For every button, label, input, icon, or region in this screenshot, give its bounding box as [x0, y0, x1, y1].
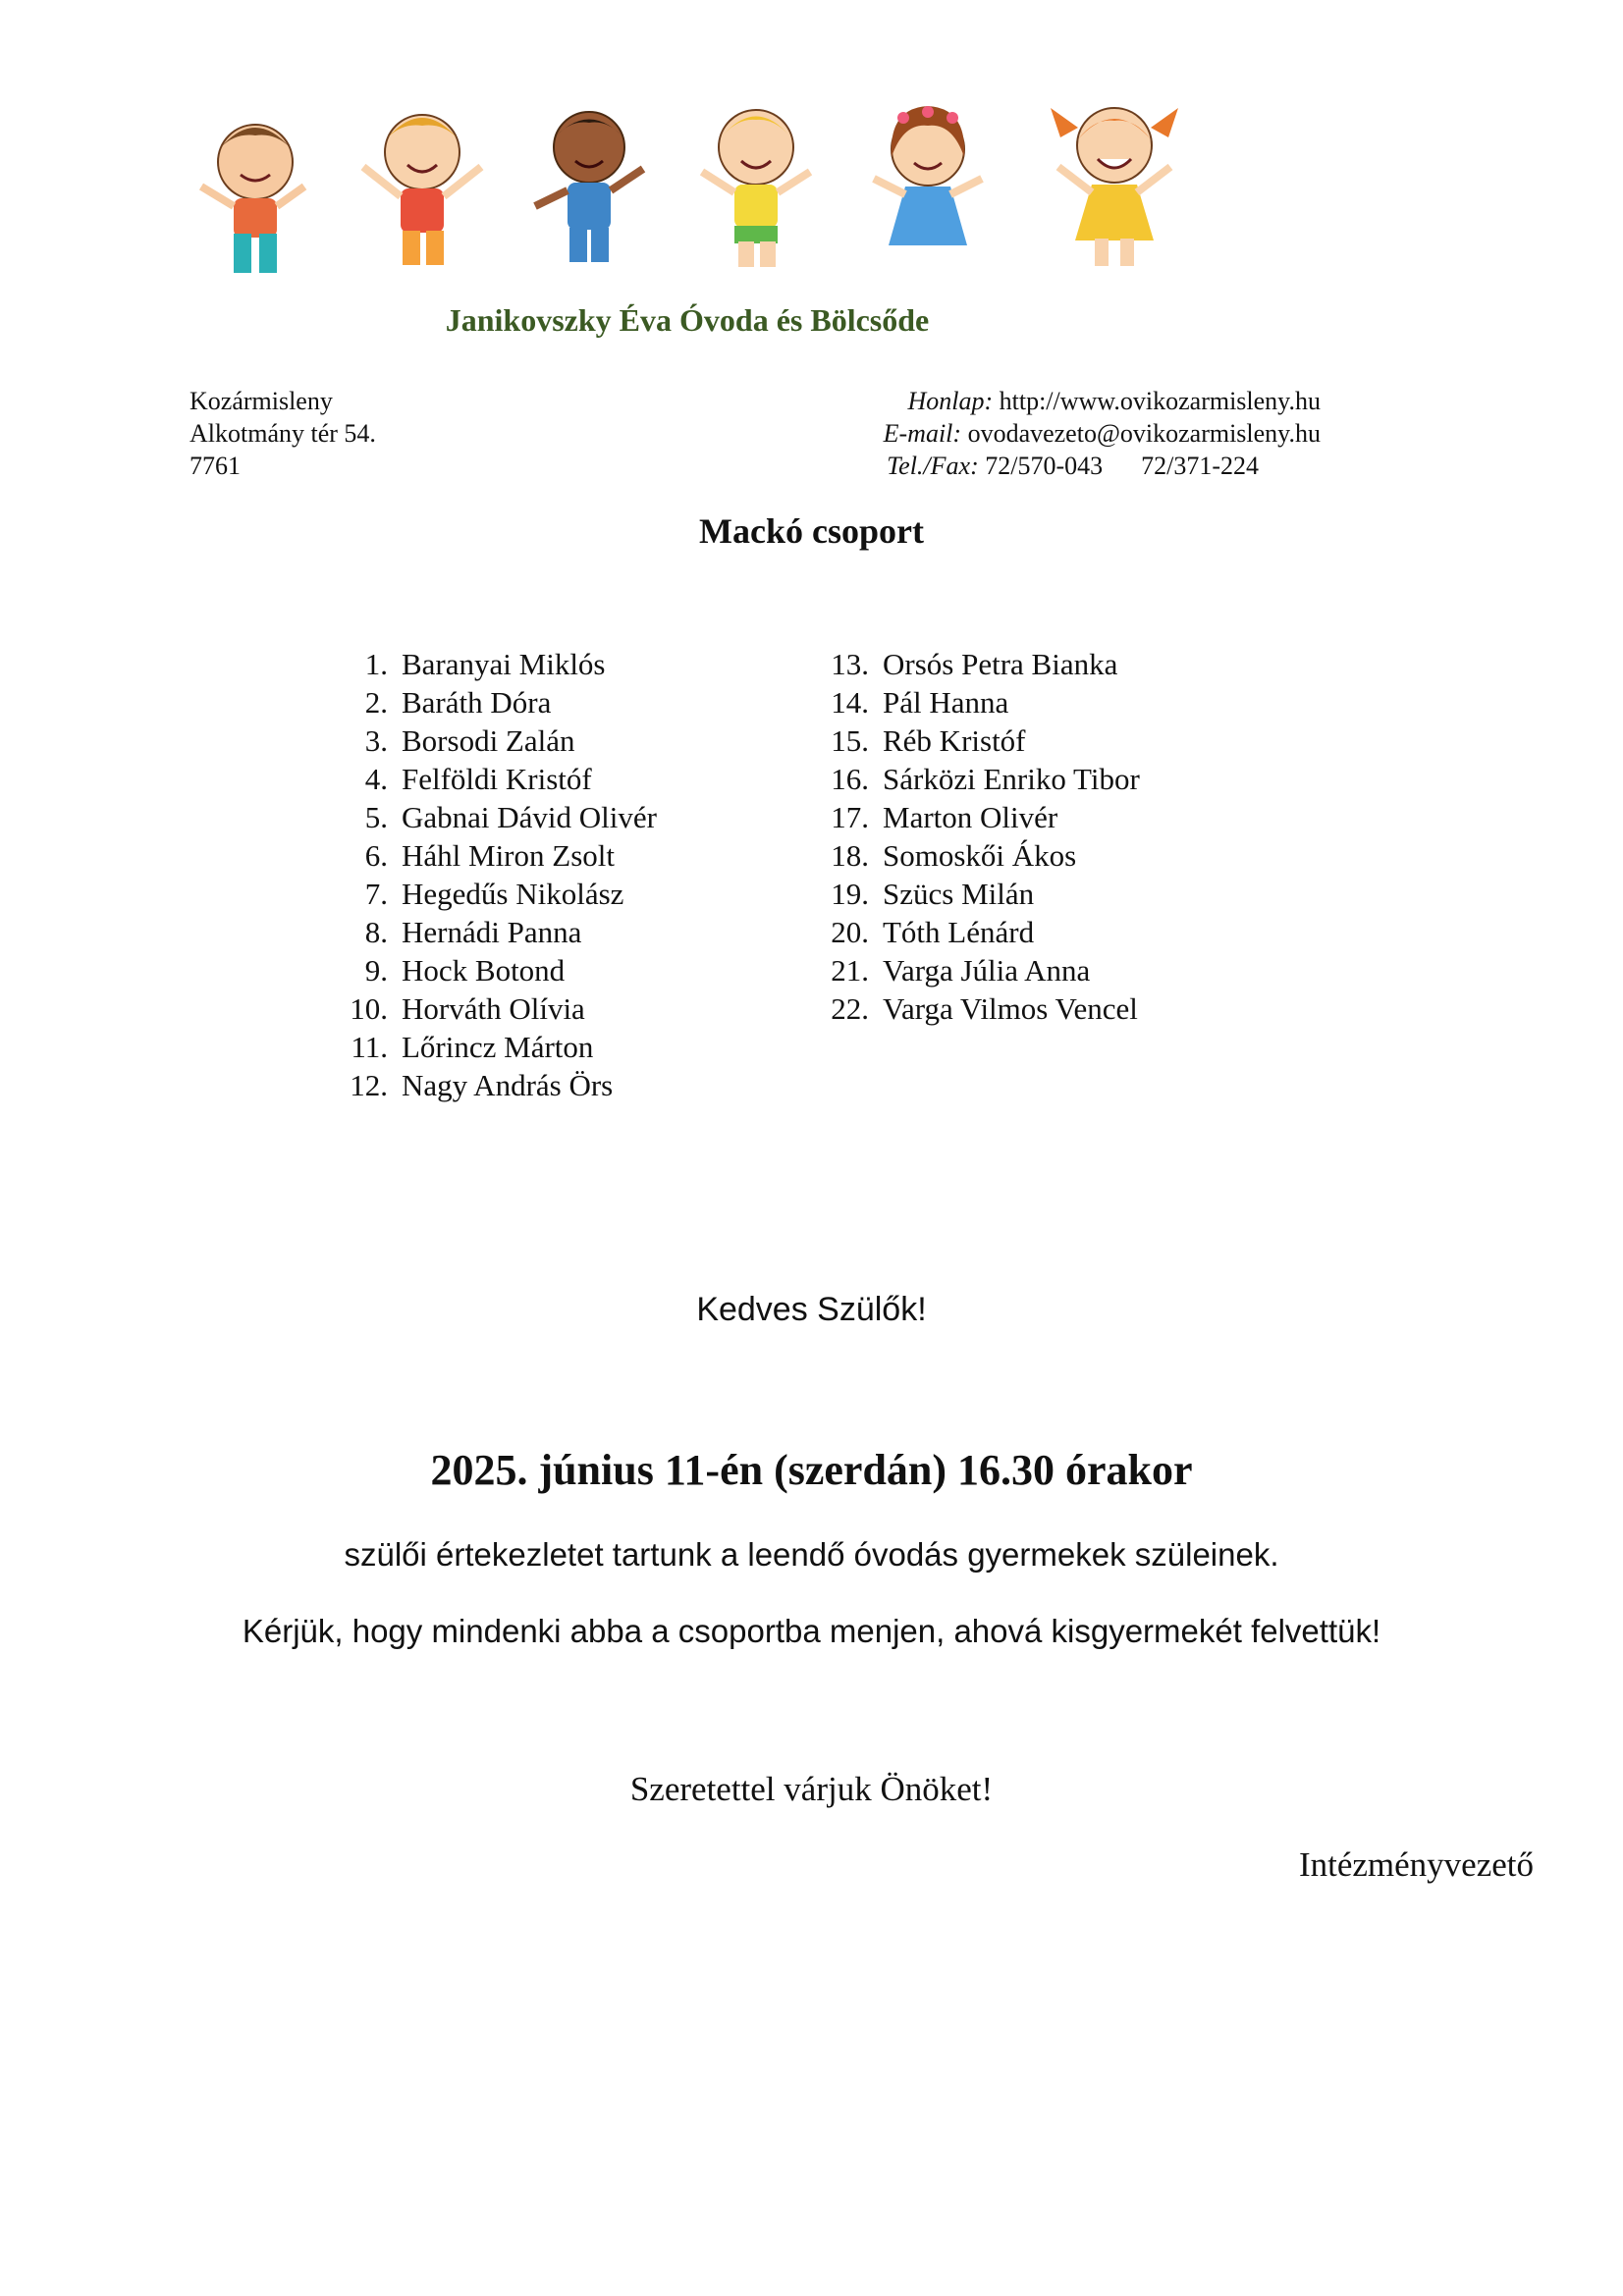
- list-number: 2.: [364, 685, 388, 720]
- list-number: 13.: [831, 647, 869, 681]
- child-name: Gabnai Dávid Olivér: [402, 800, 657, 834]
- address-city: Kozármisleny: [189, 387, 333, 415]
- list-number: 9.: [364, 953, 388, 988]
- child-name: Varga Vilmos Vencel: [883, 991, 1138, 1026]
- list-item: [810, 683, 1222, 721]
- child-figure-4: [702, 110, 810, 267]
- address-zip: 7761: [189, 452, 241, 480]
- phone-label: Tel./Fax:: [887, 452, 979, 480]
- greeting: Kedves Szülők!: [696, 1291, 927, 1328]
- list-number: 4.: [364, 762, 388, 796]
- list-number: 22.: [831, 991, 869, 1026]
- phone-line: [795, 450, 1259, 482]
- list-number: 8.: [364, 915, 388, 949]
- child-figure-3: [535, 112, 643, 262]
- group-title: Mackó csoport: [699, 511, 924, 551]
- request-line: Kérjük, hogy mindenki abba a csoportba menjen, ahová kisgyermekét felvettük!: [242, 1613, 1381, 1649]
- list-number: 10.: [350, 991, 388, 1026]
- list-item: [334, 836, 746, 875]
- child-name: Orsós Petra Bianka: [883, 647, 1118, 681]
- list-item: [334, 913, 746, 951]
- list-number: 17.: [831, 800, 869, 834]
- list-item: [810, 836, 1222, 875]
- child-name: Pál Hanna: [883, 685, 1009, 720]
- email-label: E-mail:: [883, 419, 962, 448]
- list-item: [334, 1066, 746, 1104]
- list-item: [810, 875, 1222, 913]
- list-item: [810, 645, 1222, 683]
- list-item: [334, 760, 746, 798]
- list-number: 16.: [831, 762, 869, 796]
- list-item: [810, 721, 1222, 760]
- child-name: Szücs Milán: [883, 877, 1035, 911]
- org-name: Janikovszky Éva Óvoda és Bölcsőde: [445, 302, 930, 338]
- list-number: 14.: [831, 685, 869, 720]
- child-name: Marton Olivér: [883, 800, 1058, 834]
- list-number: 11.: [351, 1030, 388, 1064]
- address-street: Alkotmány tér 54.: [189, 419, 376, 448]
- list-item: [334, 798, 746, 836]
- email-value[interactable]: ovodavezeto@ovikozarmisleny.hu: [967, 419, 1321, 448]
- list-number: 15.: [831, 723, 869, 758]
- child-name: Baráth Dóra: [402, 685, 552, 720]
- child-name: Tóth Lénárd: [883, 915, 1035, 949]
- meeting-date: 2025. június 11-én (szerdán) 16.30 órakor: [430, 1446, 1193, 1494]
- homepage-value[interactable]: http://www.ovikozarmisleny.hu: [999, 387, 1321, 415]
- list-item: [334, 721, 746, 760]
- list-item: [334, 645, 746, 683]
- meeting-line: szülői értekezletet tartunk a leendő óvodás gyermekek szüleinek.: [344, 1536, 1279, 1573]
- list-number: 1.: [364, 647, 388, 681]
- closing: Szeretettel várjuk Önöket!: [629, 1770, 994, 1808]
- email-line: [795, 417, 1321, 450]
- list-item: [334, 989, 746, 1028]
- child-name: Varga Júlia Anna: [883, 953, 1091, 988]
- list-number: 6.: [364, 838, 388, 873]
- list-number: 18.: [831, 838, 869, 873]
- signature: Intézményvezető: [1298, 1845, 1534, 1884]
- list-number: 20.: [831, 915, 869, 949]
- child-figure-1: [201, 125, 304, 273]
- phone-value: 72/570-043 72/371-224: [985, 452, 1259, 480]
- list-item: [334, 951, 746, 989]
- homepage-label: Honlap:: [907, 387, 994, 415]
- list-number: 3.: [364, 723, 388, 758]
- list-item: [810, 798, 1222, 836]
- child-name: Sárközi Enriko Tibor: [883, 762, 1140, 796]
- list-item: [810, 989, 1222, 1028]
- list-number: 21.: [831, 953, 869, 988]
- homepage-line: [795, 385, 1321, 417]
- child-figure-2: [363, 115, 481, 265]
- children-list-col1: [334, 645, 746, 1104]
- list-item: [810, 760, 1222, 798]
- child-name: Baranyai Miklós: [402, 647, 606, 681]
- list-number: 19.: [831, 877, 869, 911]
- list-item: [334, 875, 746, 913]
- list-item: [334, 683, 746, 721]
- child-name: Hegedűs Nikolász: [402, 877, 624, 911]
- list-item: [810, 951, 1222, 989]
- child-name: Horváth Olívia: [402, 991, 585, 1026]
- list-item: [810, 913, 1222, 951]
- children-list-col2: [810, 645, 1222, 1028]
- child-figure-5: [874, 106, 982, 245]
- child-name: Lőrincz Márton: [402, 1030, 594, 1064]
- child-figure-6: [1051, 108, 1178, 266]
- child-name: Nagy András Örs: [402, 1068, 614, 1102]
- child-name: Borsodi Zalán: [402, 723, 575, 758]
- child-name: Réb Kristóf: [883, 723, 1026, 758]
- children-illustration: [196, 88, 1276, 285]
- child-name: Felföldi Kristóf: [402, 762, 592, 796]
- list-number: 5.: [364, 800, 388, 834]
- child-name: Somoskői Ákos: [883, 838, 1077, 873]
- child-name: Háhl Miron Zsolt: [402, 838, 615, 873]
- child-name: Hock Botond: [402, 953, 566, 988]
- list-item: [334, 1028, 746, 1066]
- child-name: Hernádi Panna: [402, 915, 582, 949]
- list-number: 7.: [364, 877, 388, 911]
- list-number: 12.: [350, 1068, 388, 1102]
